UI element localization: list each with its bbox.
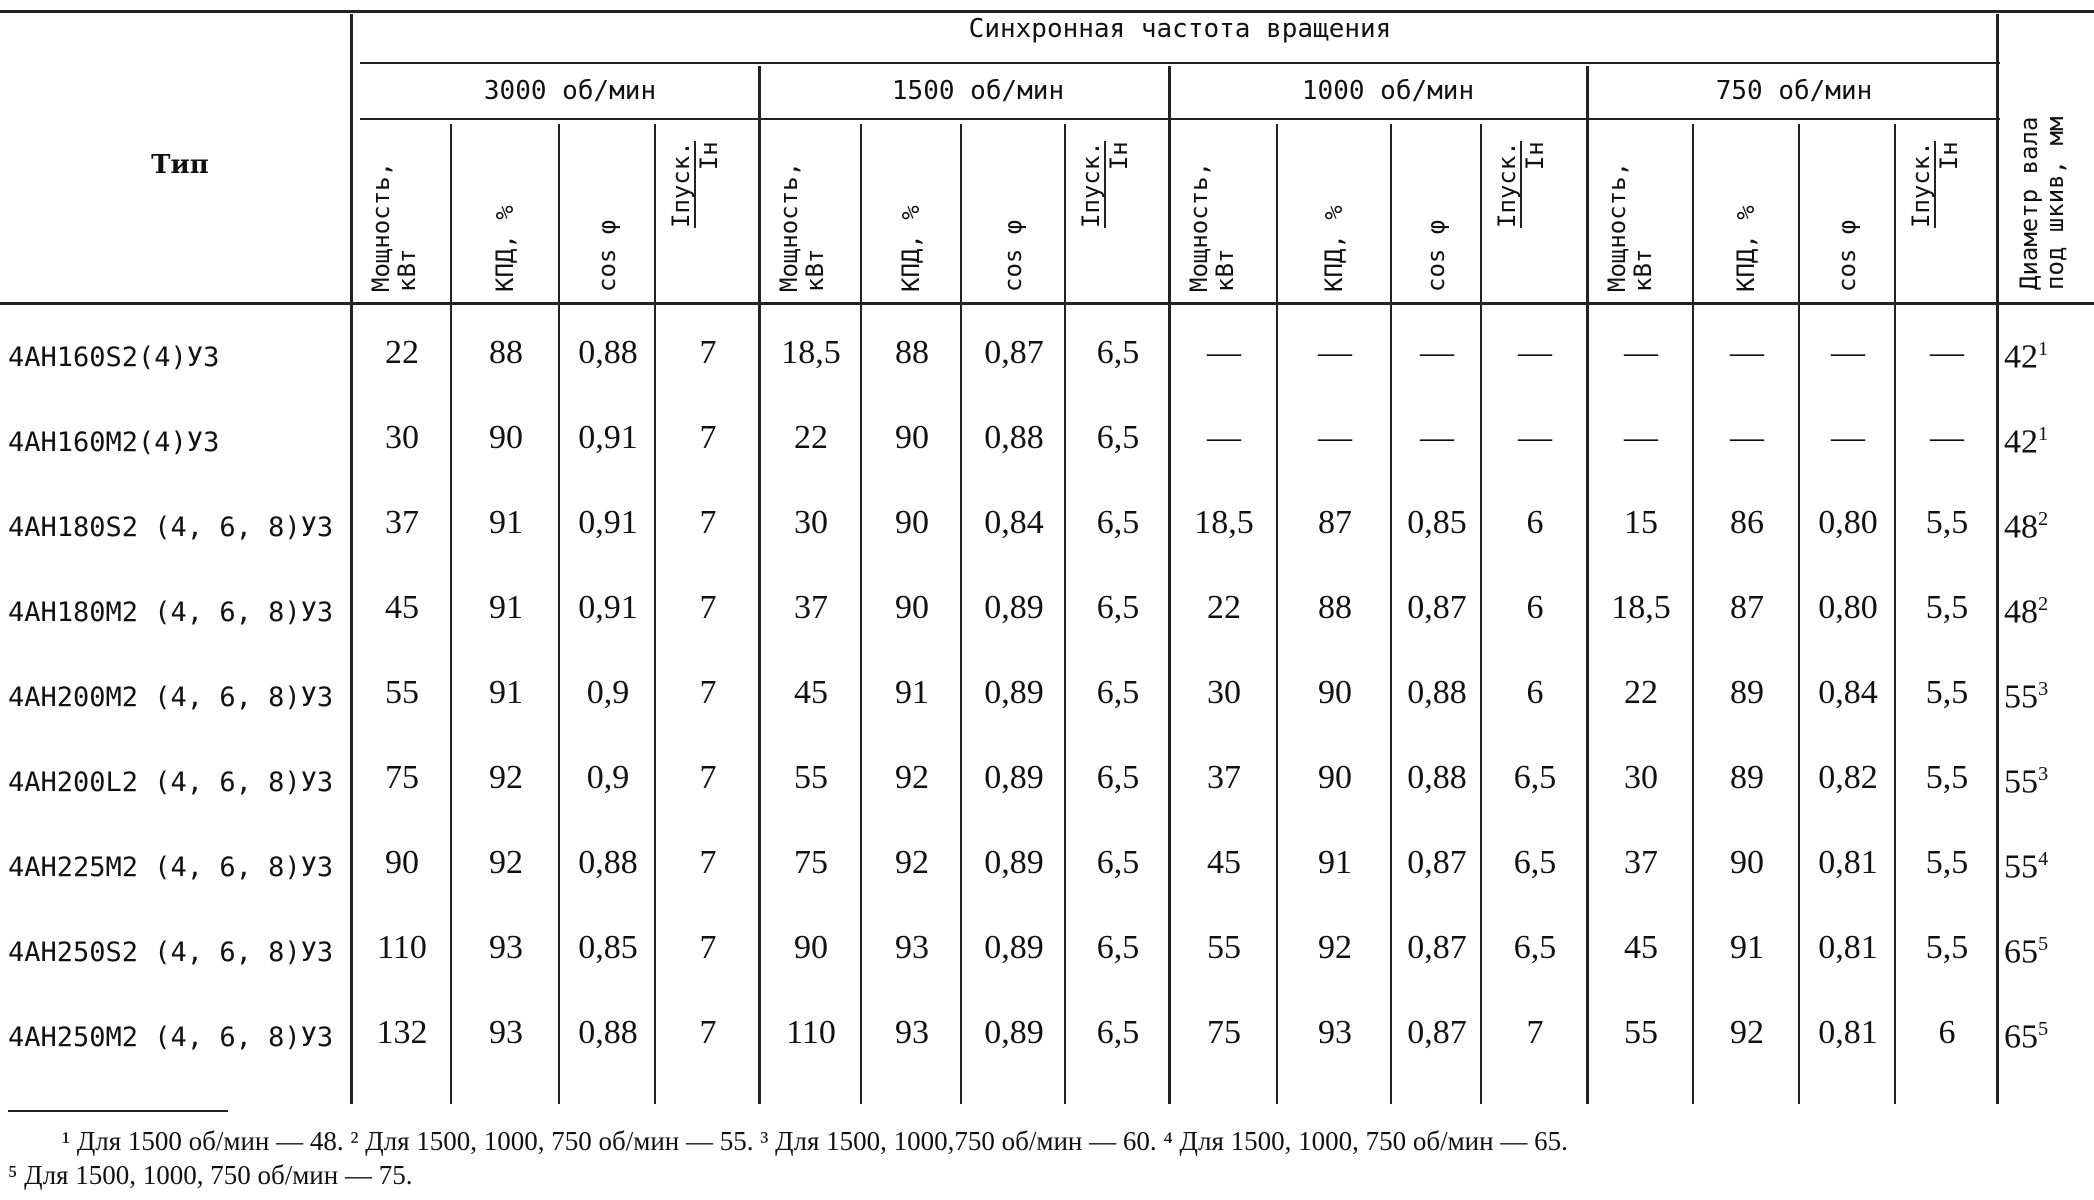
- shaft-diameter-cell: $48^2$: [2004, 593, 2049, 631]
- table-cell: 37: [1624, 844, 1658, 881]
- table-cell: 0,88: [578, 334, 638, 371]
- table-cell: 0,84: [984, 504, 1044, 541]
- table-cell: 6,5: [1096, 334, 1140, 371]
- table-cell: 7: [699, 929, 717, 966]
- table-cell: —: [1624, 334, 1658, 371]
- table-cell: 45: [1207, 844, 1241, 881]
- column-divider: [1064, 124, 1066, 1104]
- column-divider: [1390, 124, 1392, 1104]
- speed-underline: [360, 118, 2000, 120]
- table-cell: 0,91: [578, 419, 638, 456]
- table-cell: —: [1318, 334, 1352, 371]
- start-current-ratio-header: Iпуск. Iн: [1077, 141, 1133, 228]
- table-cell: 30: [1624, 759, 1658, 796]
- table-cell: 0,87: [1407, 844, 1467, 881]
- table-cell: 7: [699, 419, 717, 456]
- start-current-ratio-header: Iпуск. Iн: [1907, 141, 1963, 228]
- column-divider: [1894, 124, 1896, 1104]
- kpd-header: КПД, %: [897, 205, 925, 292]
- motor-type: 4АН250S2 (4, 6, 8)УЗ: [8, 937, 334, 968]
- table-cell: 0,91: [578, 589, 638, 626]
- power-header: Мощность, кВт: [367, 161, 421, 292]
- table-cell: 0,88: [578, 844, 638, 881]
- table-cell: 6,5: [1096, 1014, 1140, 1051]
- table-cell: 0,87: [1407, 589, 1467, 626]
- table-cell: —: [1831, 334, 1865, 371]
- table-cell: 75: [385, 759, 419, 796]
- column-divider: [960, 124, 962, 1104]
- table-cell: 6: [1526, 674, 1544, 711]
- motor-type: 4АН200L2 (4, 6, 8)УЗ: [8, 767, 334, 798]
- header-bottom-rule: [0, 302, 2094, 305]
- table-cell: 22: [794, 419, 828, 456]
- table-cell: 90: [794, 929, 828, 966]
- table-cell: 55: [385, 674, 419, 711]
- table-cell: 93: [489, 929, 523, 966]
- column-divider: [1692, 124, 1694, 1104]
- group-underline: [360, 62, 2000, 64]
- shaft-diameter-cell: $48^2$: [2004, 508, 2049, 546]
- cos-header: cos φ: [1422, 219, 1450, 292]
- type-header: Тип: [151, 150, 209, 180]
- motor-type: 4АН180М2 (4, 6, 8)УЗ: [8, 597, 334, 628]
- table-cell: 91: [895, 674, 929, 711]
- table-cell: —: [1730, 419, 1764, 456]
- table-cell: 92: [1730, 1014, 1764, 1051]
- table-cell: 93: [489, 1014, 523, 1051]
- table-cell: 91: [1730, 929, 1764, 966]
- table-cell: 75: [1207, 1014, 1241, 1051]
- table-cell: 91: [489, 589, 523, 626]
- table-cell: 6,5: [1513, 929, 1557, 966]
- table-cell: 88: [895, 334, 929, 371]
- table-cell: 88: [1318, 589, 1352, 626]
- table-cell: —: [1730, 334, 1764, 371]
- table-cell: 45: [794, 674, 828, 711]
- table-cell: —: [1930, 334, 1964, 371]
- table-cell: 37: [385, 504, 419, 541]
- shaft-diameter-cell: $55^4$: [2004, 848, 2049, 886]
- table-cell: 5,5: [1925, 759, 1969, 796]
- table-cell: 92: [895, 759, 929, 796]
- table-cell: 6: [1938, 1014, 1956, 1051]
- table-cell: 55: [1624, 1014, 1658, 1051]
- table-cell: 5,5: [1925, 674, 1969, 711]
- speed-750-header: 750 об/мин: [1715, 76, 1873, 106]
- table-cell: 0,89: [984, 1014, 1044, 1051]
- table-cell: 7: [699, 674, 717, 711]
- shaft-diameter-header: Диаметр вала под шкив, мм: [2015, 116, 2069, 290]
- table-cell: 7: [699, 504, 717, 541]
- table-cell: 90: [1318, 759, 1352, 796]
- table-cell: 92: [489, 844, 523, 881]
- table-cell: —: [1207, 334, 1241, 371]
- column-divider: [558, 124, 560, 1104]
- table-cell: 6,5: [1513, 759, 1557, 796]
- kpd-header: КПД, %: [1320, 205, 1348, 292]
- cos-header: cos φ: [593, 219, 621, 292]
- column-divider: [450, 124, 452, 1104]
- power-header: Мощность, кВт: [775, 161, 829, 292]
- footnote-line-1: ¹ Для 1500 об/мин — 48. ² Для 1500, 1000, 750 об/мин — 55. ³ Для 1500, 1000,750 об/мин — 60. ⁴ Для 1500, 1000, 750 об/мин — 65.: [62, 1126, 1568, 1156]
- table-cell: 45: [1624, 929, 1658, 966]
- table-cell: 6: [1526, 504, 1544, 541]
- kpd-header: КПД, %: [491, 205, 519, 292]
- table-cell: 0,9: [586, 759, 630, 796]
- start-current-ratio-header: Iпуск. Iн: [667, 141, 723, 228]
- table-cell: 132: [376, 1014, 428, 1051]
- table-cell: 7: [699, 1014, 717, 1051]
- footnote-rule: [8, 1110, 228, 1112]
- table-cell: —: [1624, 419, 1658, 456]
- table-cell: —: [1420, 419, 1454, 456]
- table-cell: 5,5: [1925, 589, 1969, 626]
- table-cell: 55: [1207, 929, 1241, 966]
- table-cell: 91: [1318, 844, 1352, 881]
- cos-header: cos φ: [999, 219, 1027, 292]
- table-cell: 6: [1526, 589, 1544, 626]
- table-cell: 92: [1318, 929, 1352, 966]
- table-cell: 30: [1207, 674, 1241, 711]
- table-cell: 7: [1526, 1014, 1544, 1051]
- table-cell: 22: [1624, 674, 1658, 711]
- column-divider: [1586, 66, 1589, 1104]
- column-divider: [1996, 14, 1999, 1104]
- table-cell: 5,5: [1925, 929, 1969, 966]
- top-rule: [0, 10, 2094, 13]
- table-cell: 92: [489, 759, 523, 796]
- table-cell: 0,88: [1407, 674, 1467, 711]
- column-divider: [1276, 124, 1278, 1104]
- table-cell: 55: [794, 759, 828, 796]
- table-cell: —: [1318, 419, 1352, 456]
- table-cell: 0,81: [1818, 1014, 1878, 1051]
- table-cell: 0,89: [984, 759, 1044, 796]
- shaft-diameter-cell: $65^5$: [2004, 933, 2049, 971]
- table-cell: 0,88: [1407, 759, 1467, 796]
- speed-3000-header: 3000 об/мин: [483, 76, 657, 106]
- motor-type: 4АН160М2(4)УЗ: [8, 427, 220, 458]
- shaft-diameter-cell: $42^1$: [2004, 338, 2049, 376]
- table-cell: 93: [895, 929, 929, 966]
- table-cell: 0,88: [578, 1014, 638, 1051]
- table-cell: —: [1420, 334, 1454, 371]
- table-cell: 7: [699, 334, 717, 371]
- table-cell: 37: [794, 589, 828, 626]
- table-cell: 0,85: [578, 929, 638, 966]
- column-divider: [1480, 124, 1482, 1104]
- motor-type: 4АН225М2 (4, 6, 8)УЗ: [8, 852, 334, 883]
- table-cell: —: [1831, 419, 1865, 456]
- column-divider: [1168, 66, 1171, 1104]
- group-title: Синхронная частота вращения: [968, 14, 1392, 44]
- table-cell: 90: [895, 419, 929, 456]
- table-cell: 0,84: [1818, 674, 1878, 711]
- table-cell: 30: [794, 504, 828, 541]
- column-divider: [758, 66, 761, 1104]
- start-current-ratio-header: Iпуск. Iн: [1493, 141, 1549, 228]
- table-cell: 86: [1730, 504, 1764, 541]
- table-cell: 18,5: [781, 334, 841, 371]
- cos-header: cos φ: [1833, 219, 1861, 292]
- table-cell: 0,89: [984, 589, 1044, 626]
- table-cell: 0,80: [1818, 504, 1878, 541]
- table-cell: 15: [1624, 504, 1658, 541]
- table-cell: 0,81: [1818, 929, 1878, 966]
- shaft-diameter-cell: $42^1$: [2004, 423, 2049, 461]
- table-cell: 0,88: [984, 419, 1044, 456]
- table-cell: 0,82: [1818, 759, 1878, 796]
- table-cell: 5,5: [1925, 844, 1969, 881]
- table-cell: 6,5: [1096, 844, 1140, 881]
- table-cell: 0,87: [984, 334, 1044, 371]
- table-cell: 0,80: [1818, 589, 1878, 626]
- table-cell: 6,5: [1096, 674, 1140, 711]
- table-cell: 18,5: [1611, 589, 1671, 626]
- table-cell: 110: [377, 929, 427, 966]
- table-cell: 5,5: [1925, 504, 1969, 541]
- table-cell: 75: [794, 844, 828, 881]
- table-cell: —: [1518, 334, 1552, 371]
- column-divider: [654, 124, 656, 1104]
- table-cell: 6,5: [1096, 589, 1140, 626]
- table-cell: 7: [699, 589, 717, 626]
- table-cell: 0,85: [1407, 504, 1467, 541]
- table-cell: 6,5: [1513, 844, 1557, 881]
- table-cell: 6,5: [1096, 419, 1140, 456]
- table-cell: 90: [1318, 674, 1352, 711]
- table-cell: 22: [1207, 589, 1241, 626]
- table-cell: —: [1518, 419, 1552, 456]
- table-cell: 89: [1730, 759, 1764, 796]
- motor-type: 4АН160S2(4)УЗ: [8, 342, 220, 373]
- table-cell: 90: [895, 504, 929, 541]
- motor-type: 4АН180S2 (4, 6, 8)УЗ: [8, 512, 334, 543]
- table-cell: 37: [1207, 759, 1241, 796]
- column-divider: [1798, 124, 1800, 1104]
- footnote-line-2: ⁵ Для 1500, 1000, 750 об/мин — 75.: [8, 1160, 413, 1190]
- table-cell: 89: [1730, 674, 1764, 711]
- table-cell: 45: [385, 589, 419, 626]
- power-header: Мощность, кВт: [1185, 161, 1239, 292]
- table-cell: 88: [489, 334, 523, 371]
- speed-1000-header: 1000 об/мин: [1301, 76, 1475, 106]
- table-cell: 7: [699, 844, 717, 881]
- power-header: Мощность, кВт: [1603, 161, 1657, 292]
- table-cell: 22: [385, 334, 419, 371]
- table-cell: —: [1207, 419, 1241, 456]
- table-cell: 90: [489, 419, 523, 456]
- motor-type: 4АН250М2 (4, 6, 8)УЗ: [8, 1022, 334, 1053]
- table-cell: 0,81: [1818, 844, 1878, 881]
- table-cell: 0,89: [984, 674, 1044, 711]
- table-cell: 87: [1730, 589, 1764, 626]
- column-divider: [350, 14, 353, 1104]
- table-cell: 92: [895, 844, 929, 881]
- table-cell: 18,5: [1194, 504, 1254, 541]
- table-cell: 0,91: [578, 504, 638, 541]
- table-cell: 87: [1318, 504, 1352, 541]
- table-cell: 6,5: [1096, 504, 1140, 541]
- table-cell: 0,9: [586, 674, 630, 711]
- shaft-diameter-cell: $55^3$: [2004, 678, 2049, 716]
- table-cell: —: [1930, 419, 1964, 456]
- column-divider: [860, 124, 862, 1104]
- table-cell: 91: [489, 674, 523, 711]
- table-cell: 90: [895, 589, 929, 626]
- table-cell: 90: [385, 844, 419, 881]
- table-cell: 91: [489, 504, 523, 541]
- motor-type: 4АН200М2 (4, 6, 8)УЗ: [8, 682, 334, 713]
- table-cell: 6,5: [1096, 759, 1140, 796]
- shaft-diameter-cell: $65^5$: [2004, 1018, 2049, 1056]
- table-cell: 0,89: [984, 929, 1044, 966]
- speed-1500-header: 1500 об/мин: [891, 76, 1065, 106]
- table-cell: 93: [1318, 1014, 1352, 1051]
- table-cell: 90: [1730, 844, 1764, 881]
- table-cell: 0,87: [1407, 1014, 1467, 1051]
- table-cell: 6,5: [1096, 929, 1140, 966]
- shaft-diameter-cell: $55^3$: [2004, 763, 2049, 801]
- table-cell: 0,89: [984, 844, 1044, 881]
- table-cell: 93: [895, 1014, 929, 1051]
- table-cell: 7: [699, 759, 717, 796]
- kpd-header: КПД, %: [1732, 205, 1760, 292]
- table-cell: 30: [385, 419, 419, 456]
- table-cell: 110: [786, 1014, 836, 1051]
- table-cell: 0,87: [1407, 929, 1467, 966]
